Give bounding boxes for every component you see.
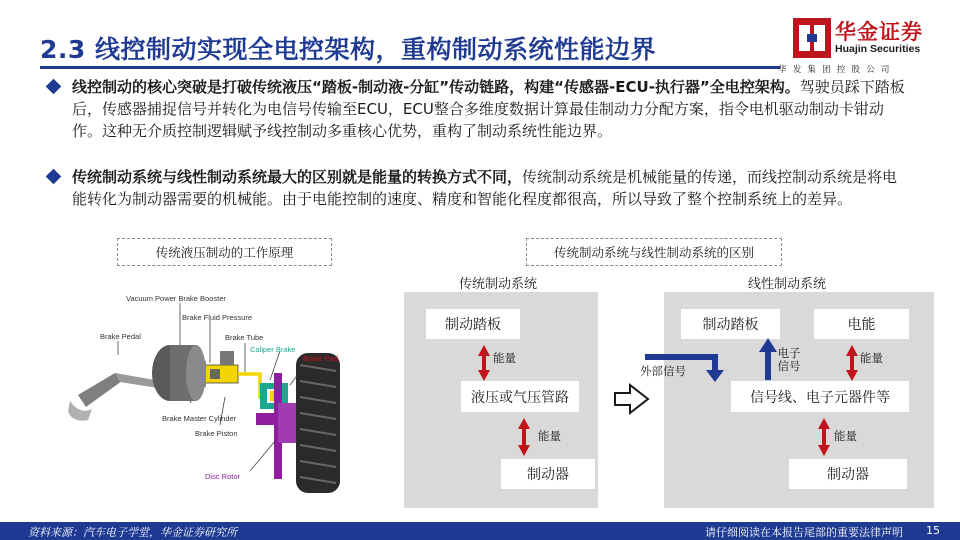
bullet-1-bold: 线控制动的核心突破是打破传统液压“踏板-制动液-分缸”传动链路，构建“传感器-ECU-执行器”全电控架构。 bbox=[72, 78, 800, 96]
bullet-1 bbox=[48, 76, 910, 142]
electronic-signal-label: 电子信号 bbox=[777, 346, 801, 373]
label-caliper-brake: Caliper Brake bbox=[250, 345, 296, 354]
label-brake-tube: Brake Tube bbox=[225, 333, 264, 342]
left-figure-caption: 传统液压制动的工作原理 bbox=[117, 238, 332, 266]
right-figure-caption: 传统制动系统与线性制动系统的区别 bbox=[526, 238, 782, 266]
bullet-2-text: 传统制动系统是机械能量的传递，而线控制动系统是将电能转化为制动器需要的机械能。由于电能控制的速度、精度和智能化程度都很高，所以导致了整个控制系统上的差异。 bbox=[72, 168, 898, 208]
source-note: 资料来源：汽车电子学堂，华金证券研究所 bbox=[28, 526, 237, 539]
trad-energy-label-2: 能量 bbox=[538, 429, 561, 443]
label-vacuum-booster: Vacuum Power Brake Booster bbox=[126, 294, 226, 303]
company-logo bbox=[778, 16, 948, 76]
linear-energy-label-2: 能量 bbox=[834, 429, 857, 443]
logo-chinese-name: 华金证券 bbox=[835, 20, 923, 44]
page-number: 15 bbox=[926, 524, 940, 537]
label-master-cylinder: Brake Master Cylinder bbox=[162, 414, 237, 423]
legal-notice: 请仔细阅读在本报告尾部的重要法律声明 bbox=[705, 526, 903, 539]
external-signal-label: 外部信号 bbox=[640, 364, 686, 378]
logo-subtitle: 华发集团控股公司 bbox=[778, 65, 896, 75]
bullet-diamond-icon bbox=[46, 79, 62, 95]
trad-pipe-box: 液压或气压管路 bbox=[461, 381, 579, 412]
trad-energy-label-1: 能量 bbox=[493, 351, 516, 365]
footer-bar bbox=[0, 522, 960, 540]
logo-english-name: Huajin Securities bbox=[835, 43, 921, 55]
linear-energy-label-1: 能量 bbox=[860, 351, 883, 365]
trad-brake-box: 制动器 bbox=[501, 459, 595, 489]
label-brake-piston: Brake Piston bbox=[195, 429, 238, 438]
linear-wire-box: 信号线、电子元器件等 bbox=[731, 381, 909, 412]
linear-power-box: 电能 bbox=[814, 309, 909, 339]
hydraulic-brake-diagram bbox=[60, 285, 380, 495]
bullet-1-text: 驾驶员踩下踏板后，传感器捕捉信号并转化为电信号传输至ECU，ECU整合多维度数据计算最佳制动力分配方案，指令电机驱动制动卡钳动作。这种无介质控制逻辑赋予线控制动多重核心优势，重构了制动系统性能边界。 bbox=[72, 78, 905, 140]
tyre-shape bbox=[296, 353, 340, 493]
transition-arrow-icon bbox=[615, 385, 648, 413]
linear-brake-box: 制动器 bbox=[789, 459, 907, 489]
linear-system-label: 线性制动系统 bbox=[748, 277, 827, 292]
label-disc-rotor: Disc Rotor bbox=[205, 472, 241, 481]
title-underline bbox=[40, 66, 780, 69]
bullet-2 bbox=[48, 166, 910, 210]
linear-pedal-box: 制动踏板 bbox=[681, 309, 780, 339]
trad-pedal-box: 制动踏板 bbox=[426, 309, 520, 339]
huajin-logo-icon bbox=[793, 18, 831, 58]
comparison-arrows bbox=[400, 290, 940, 510]
bullet-2-bold: 传统制动系统与线性制动系统最大的区别就是能量的转换方式不同， bbox=[72, 168, 523, 186]
booster-shape bbox=[152, 345, 206, 401]
brake-pedal-shape bbox=[68, 373, 158, 421]
bullet-diamond-icon bbox=[46, 169, 62, 185]
page-title: 2.3 线控制动实现全电控架构，重构制动系统性能边界 bbox=[40, 35, 656, 64]
label-brake-pedal: Brake Pedal bbox=[100, 332, 141, 341]
label-fluid-pressure: Brake Fluid Pressure bbox=[182, 313, 253, 322]
traditional-system-label: 传统制动系统 bbox=[459, 277, 538, 292]
label-brake-pad: Brake Pad bbox=[303, 354, 339, 363]
